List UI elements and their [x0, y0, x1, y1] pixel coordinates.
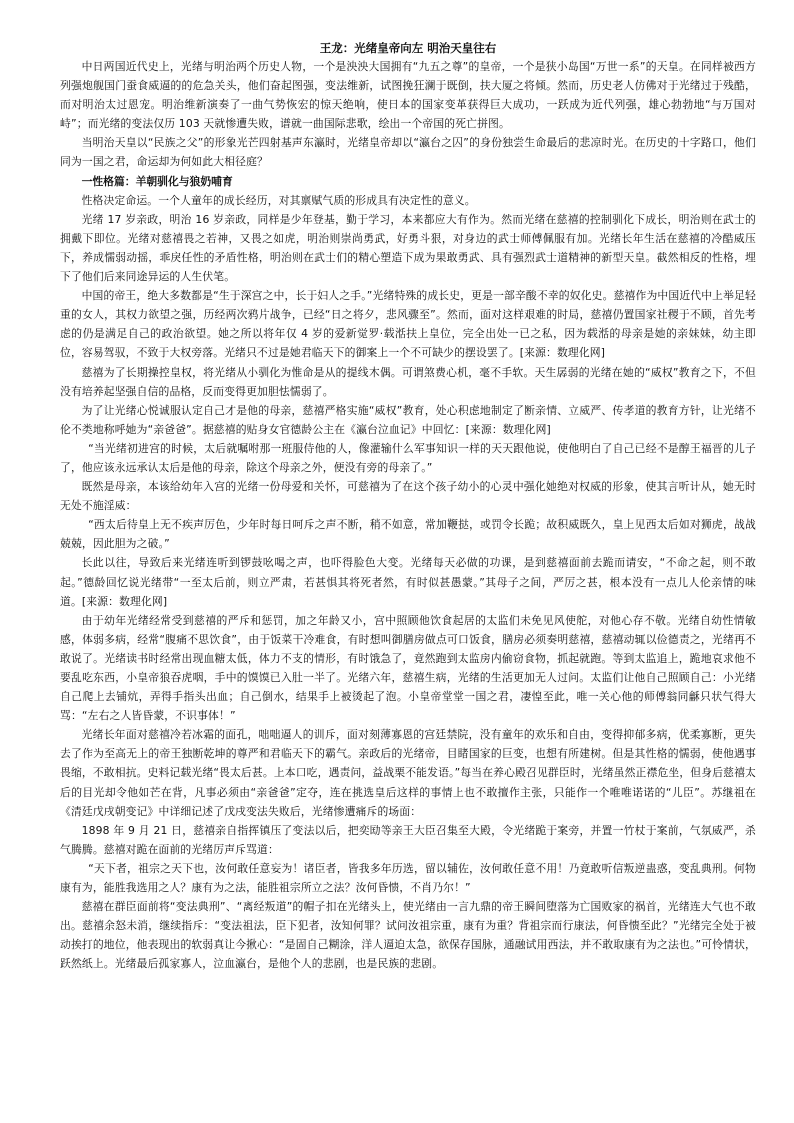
- quote-paragraph: “西太后待皇上无不疾声厉色，少年时每日呵斥之声不断，稍不如意，常加鞭挞，或罚令长跪；故积威既久，皇上见西太后如对狮虎，战战兢兢，因此胆为之破。”: [60, 518, 756, 551]
- body-paragraph: 慈禧为了长期操控皇权，将光绪从小驯化为惟命是从的提线木偶。可谓煞费心机，毫不手软。天生孱弱的光绪在她的“威权”教育之下，不但没有培养起坚强自信的品格，反而变得更加胆怯懦弱了。: [60, 365, 756, 398]
- body-paragraph: 光绪长年面对慈禧冷若冰霜的面孔，咄咄逼人的训斥，面对刻薄寡恩的宫廷禁院，没有童年的欢乐和自由，变得抑郁多病，优柔寡断，更失去了作为至高无上的帝王独断乾坤的尊严和君临天下的霸气。亲政后的光绪帝，目睹国家的巨变，也想有所建树。但是其性格的懦弱，使他遇事畏缩，不敢相抗。史料记载光绪“畏太后甚。上本口吃，遇责问，益战栗不能发语。”每当在养心殿召见群臣时，光绪虽然正襟危坐，但身后慈禧太后的目光却令他如芒在背，凡事必须由“亲爸爸”定夺，连在挑选皇后这样的事情上也不敢擅作主张，只能作一个唯唯诺诺的“儿臣”。苏继祖在《清廷戊戌朝变记》中详细记述了戊戌变法失败后，光绪惨遭痛斥的场面：: [60, 728, 756, 818]
- quote-paragraph: “天下者，祖宗之天下也，汝何敢任意妄为！诸臣者，皆我多年历选，留以辅佐，汝何敢任意不用！乃竟敢听信叛逆蛊惑，变乱典刑。何物康有为，能胜我选用之人？康有为之法，能胜祖宗所立之法？汝何昏愦，不肖乃尔！”: [60, 861, 756, 895]
- intro-paragraph-1: 中日两国近代史上，光绪与明治两个历史人物，一个是泱泱大国拥有“九五之尊”的皇帝，一个是狭小岛国“万世一系”的天皇。在同样被西方列强炮舰国门蚕食威逼的的危急关头，他们奋起图强，变法维新，试图挽狂澜于既倒，扶大厦之将倾。然而，历史老人仿佛对于光绪过于残酷，而对明治太过恩宠。明治维新演奏了一曲气势恢宏的惊天绝响，使日本的国家变革获得巨大成功，一跃成为近代列强，雄心勃勃地“与万国对峙”；而光绪的变法仅历 103 天就惨遭失败，谱就一曲国际悲歌，绘出一个帝国的死亡拼图。: [60, 60, 756, 131]
- article-title: 王龙：光绪皇帝向左 明治天皇往右: [319, 41, 497, 55]
- body-paragraph: 1898 年 9 月 21 日，慈禧亲自指挥镇压了变法以后，把奕劻等亲王大臣召集至大殿，令光绪跪于案旁，并置一竹杖于案前，气氛威严，杀气腾腾。慈禧对跪在面前的光绪厉声斥骂道：: [60, 823, 756, 856]
- intro-paragraph-2: 当明治天皇以“民族之父”的形象光芒四射基声东瀛时，光绪皇帝却以“瀛台之囚”的身份独尝生命最后的悲凉时光。在历史的十字路口，他们同为一国之君，命运却为何如此大相径庭？: [60, 136, 756, 169]
- body-paragraph: 既然是母亲，本该给幼年入宫的光绪一份母爱和关怀，可慈禧为了在这个孩子幼小的心灵中强化她绝对权威的形象，使其言听计从，她无时无处不施淫威：: [60, 480, 756, 513]
- body-paragraph: 中国的帝王，绝大多数都是“生于深宫之中，长于妇人之手。”光绪特殊的成长史，更是一部辛酸不幸的奴化史。慈禧作为中国近代中上举足轻重的女人，其权力欲望之强，历经两次鸦片战争，已经“日之将夕，悲风骤至”。然而，面对这样艰难的时局，慈禧仍置国家社稷于不顾，首先考虑的仍是满足自己的政治欲望。她之所以将年仅 4 岁的爱新觉罗·载湉扶上皇位，完全出处一已之私，因为载湉的母亲是她的亲妹妹，幼主即位，容易驾驭，不致于大权旁落。光绪只不过是她君临天下的御案上一个不可缺少的摆设罢了。[来源：数理化网]: [60, 289, 756, 360]
- body-paragraph: 为了让光绪心悦诚服认定自己才是他的母亲，慈禧严格实施“威权”教育，处心积虑地制定了断亲情、立威严、传孝道的教育方针，让光绪不伦不类地称呼她为“亲爸爸”。据慈禧的贴身女官德龄公主在《瀛台泣血记》中回忆：[来源：数理化网]: [60, 403, 756, 436]
- body-paragraph: 光绪 17 岁亲政，明治 16 岁亲政，同样是少年登基，勤于学习，本来都应大有作为。然而光绪在慈禧的控制驯化下成长，明治则在武士的拥戴下即位。光绪对慈禧畏之若神，又畏之如虎，明治则崇尚勇武，好勇斗狠，对身边的武士师傅佩服有加。光绪长年生活在慈禧的冷酷威压下，养成懦弱动摇，乖戾任性的矛盾性格，明治则在武士们的精心塑造下成为果敢勇武、具有强烈武士道精神的新型天皇。截然相反的性格，埋下了他们后来同途异运的人生伏笔。: [60, 212, 756, 284]
- quote-paragraph: “当光绪初进宫的时候，太后就嘱咐那一班服侍他的人，像灌输什么军事知识一样的天天跟他说，使他明白了自己已经不是醇王福晋的儿子了，他应该永远承认太后是他的母亲，除这个母亲之外，便没有旁的母亲了。”: [60, 441, 756, 474]
- body-paragraph: 性格决定命运。一个人童年的成长经历，对其禀赋气质的形成具有决定性的意义。: [81, 193, 476, 207]
- body-paragraph: 慈禧在群臣面前将“变法典刑”、“离经叛道”的帽子扣在光绪头上，使光绪由一言九鼎的帝王瞬间堕落为亡国败家的祸首，光绪连大气也不敢出。慈禧余怒未消，继续指斥：“变法祖法，臣下犯者，汝知何罪？试问汝祖宗重，康有为重？背祖宗而行康法，何昏愦至此？”光绪完全处于被动挨打的地位，他表现出的软弱真让今揪心：“是固自己糊涂，洋人逼迫太急，欲保存国脉，通融试用西法，并不敢取康有为之法也。”可怜情状，跃然纸上。光绪最后孤家寡人，泣血瀛台，是他个人的悲剧，也是民族的悲剧。: [60, 900, 756, 971]
- section-heading: 一性格篇：羊朝驯化与狼奶哺育: [81, 174, 233, 188]
- body-paragraph: 由于幼年光绪经常受到慈禧的严斥和惩罚，加之年龄又小，宫中照顾他饮食起居的太监们未免见风使舵，对他心存不敬。光绪自幼性情敏感，体弱多病，经常“腹痛不思饮食”，由于饭菜干冷难食，有时想叫御膳房做点可口饭食，膳房必须奏明慈禧，慈禧动辄以俭德责之，光绪再不敢说了。光绪读书时经常出现血糖太低，体力不支的情形，有时饿急了，竟然跑到太监房内偷窃食物，抓起就跑。等到太监追上，跪地哀求他不要乱吃东西，小皇帝狼吞虎咽，手中的馍馍已入肚一半了。光绪六年，慈禧生病，光绪的生活更加无人过问。太监们让他自己照顾自己：小光绪自己爬上去铺炕，弄得手指头出血；自己倒水，结果手上被烫起了泡。小皇帝堂堂一国之君，凄惶至此，唯一关心他的师傅翁同龢只状气得大骂：“左右之人皆昏蒙，不识事体！”: [60, 613, 756, 723]
- body-paragraph: 长此以往，导致后来光绪连听到锣鼓吆喝之声，也吓得脸色大变。光绪每天必做的功课，是到慈禧面前去跪而请安，“不命之起，则不敢起。”德龄回忆说光绪带“一至太后前，则立严肃，若甚惧其将死者然，有时似甚愚蒙。”其母子之间，严厉之甚，根本没有一点儿人伦亲情的味道。[来源：数理化网]: [60, 556, 756, 608]
